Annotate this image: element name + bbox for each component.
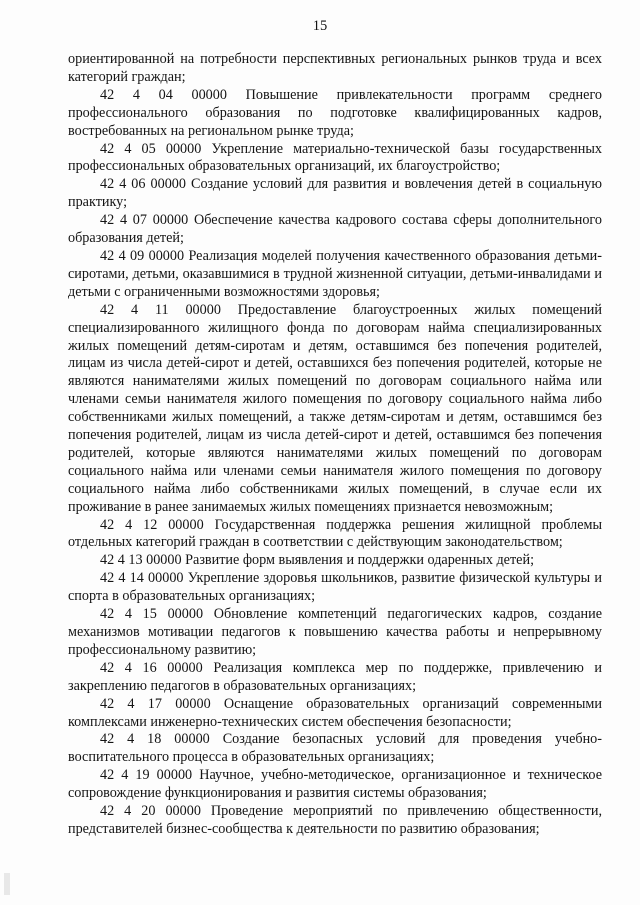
paragraph-42-4-15: 42 4 15 00000 Обновление компетенций педагогических кадров, создание механизмов мотивации педагогов к повышению качества работы и непрерывному профессиональному развитию; bbox=[68, 606, 602, 658]
paragraph-42-4-17: 42 4 17 00000 Оснащение образовательных организаций современными комплексами инженерно-технических систем обеспечения безопасности; bbox=[68, 695, 602, 730]
document-body bbox=[68, 51, 602, 839]
paragraph-42-4-19: 42 4 19 00000 Научное, учебно-методическое, организационное и техническое сопровождение функционирования и развития системы образования; bbox=[68, 767, 602, 802]
paragraph-42-4-07: 42 4 07 00000 Обеспечение качества кадрового состава сферы дополнительного образования детей; bbox=[68, 212, 602, 247]
paragraph-42-4-05: 42 4 05 00000 Укрепление материально-технической базы государственных профессиональных образовательных организаций, их благоустройство; bbox=[68, 140, 602, 175]
paragraph-42-4-11: 42 4 11 00000 Предоставление благоустроенных жилых помещений специализированного жилищного фонда по договорам найма специализированных жилых помещений детям-сиротам и детям, оставшимся без попечения родителей, лицам из числа детей-сирот и детей, оставшихся без попечения родителей, которые не являются нанимателями жилых помещений по договорам социального найма или членами семьи нанимателя жилого помещения по договору социального найма либо собственниками жилых помещений, а также детям-сиротам и детям, оставшимся без попечения родителей, лицам из числа детей-сирот и детей, оставшимся без попечения родителей, которые являются нанимателями жилых помещений по договорам социального найма или членами семьи нанимателя жилого помещения по договору социального найма либо собственниками жилых помещений, в случае если их проживание в ранее занимаемых жилых помещениях признается невозможным; bbox=[68, 301, 602, 515]
paragraph-42-4-13: 42 4 13 00000 Развитие форм выявления и поддержки одаренных детей; bbox=[100, 552, 535, 569]
page-number: 15 bbox=[312, 18, 328, 34]
paragraph-continuation: ориентированной на потребности перспективных региональных рынков труда и всех категорий граждан; bbox=[68, 51, 602, 85]
paragraph-42-4-18: 42 4 18 00000 Создание безопасных условий для проведения учебно-воспитательного процесса в образовательных организациях; bbox=[68, 731, 602, 766]
paragraph-42-4-09: 42 4 09 00000 Реализация моделей получения качественного образования детьми-сиротами, детьми, оказавшимися в трудной жизненной ситуации, детьми-инвалидами и детьми с ограниченными возможностями здоровья; bbox=[68, 247, 602, 300]
paragraph-42-4-20: 42 4 20 00000 Проведение мероприятий по привлечению общественности, представителей бизнес-сообщества к деятельности по развитию образования; bbox=[68, 803, 602, 837]
paragraph-42-4-04: 42 4 04 00000 Повышение привлекательности программ среднего профессионального образования по подготовке квалифицированных кадров, востребованных на региональном рынке труда; bbox=[68, 86, 602, 139]
paragraph-42-4-16: 42 4 16 00000 Реализация комплекса мер по поддержке, привлечению и закреплению педагогов в образовательных организациях; bbox=[68, 659, 602, 694]
paragraph-42-4-14: 42 4 14 00000 Укрепление здоровья школьников, развитие физической культуры и спорта в образовательных организациях; bbox=[68, 570, 602, 605]
paragraph-42-4-12: 42 4 12 00000 Государственная поддержка решения жилищной проблемы отдельных категорий граждан в соответствии с действующим законодательством; bbox=[68, 516, 602, 551]
scan-edge-mark bbox=[4, 873, 10, 895]
paragraph-42-4-06: 42 4 06 00000 Создание условий для развития и вовлечения детей в социальную практику; bbox=[68, 176, 602, 211]
